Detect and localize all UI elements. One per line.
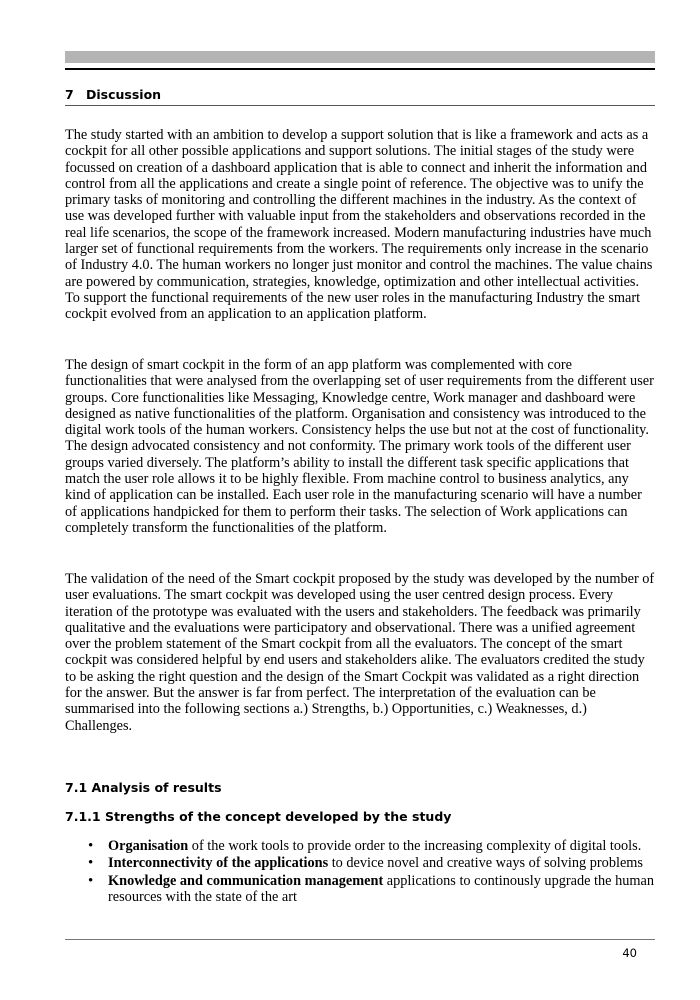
- paragraph-line: The design advocated consistency and not conformity. The primary work tools of the different user: [65, 438, 631, 455]
- list-item-text: to device novel and creative ways of solving problems: [328, 855, 643, 872]
- paragraph-line: digital work tools of the human workers. Consistency helps the use but not at the cost of functionality.: [65, 422, 649, 439]
- paragraph-line: use was developed further with valuable input from the stakeholders and observations recorded in the: [65, 208, 646, 225]
- list-item-text: of the work tools to provide order to the increasing complexity of digital tools.: [188, 838, 642, 854]
- list-item-term: Interconnectivity of the applications: [108, 855, 329, 872]
- paragraph-line: groups. Core functionalities like Messaging, Knowledge centre, Work manager and dashboard were: [65, 389, 636, 406]
- paragraph-line: completely transform the functionalities of the platform.: [65, 519, 387, 536]
- paragraph-line: are powered by communication, strategies, knowledge, optimization and other intellectual activities.: [65, 273, 640, 290]
- paragraph-1: [65, 127, 665, 323]
- paragraph-line: Challenges.: [65, 717, 133, 734]
- paragraph-line: focussed on creation of a dashboard application that is able to connect and inherit the information and: [65, 159, 648, 176]
- paragraph-line: functionalities that were analysed from the overlapping set of user requirements from the different user: [65, 373, 654, 390]
- list-item: [88, 873, 668, 906]
- strengths-list: [88, 838, 668, 906]
- header-band: [65, 51, 655, 63]
- paragraph-line: larger set of functional requirements from the workers. The requirements only increase in the scenario: [65, 241, 649, 258]
- paragraph-line: for the answer. But the answer is far from perfect. The interpretation of the evaluation can be: [65, 685, 596, 702]
- paragraph-line: iteration of the prototype was evaluated with the users and stakeholders. The feedback was primarily: [65, 603, 641, 620]
- section-heading: [65, 87, 161, 102]
- paragraph-line: over the problem statement of the Smart cockpit from all the evaluators. The concept of the smart: [65, 636, 623, 653]
- paragraph-line: cockpit evolved from an application to an application platform.: [65, 306, 427, 323]
- paragraph-line: The study started with an ambition to develop a support solution that is like a framework and acts as a: [65, 127, 649, 143]
- paragraph-line: qualitative and the evaluations were participatory and observational. There was a unified agreement: [65, 619, 636, 636]
- header-rule: [65, 68, 655, 70]
- section-heading-rule: [65, 105, 655, 106]
- paragraph-line: of Industry 4.0. The human workers no longer just monitor and control the machines. The value chains: [65, 257, 653, 274]
- subsection-heading: 7.1 Analysis of results: [65, 780, 222, 795]
- paragraph-line: summarised into the following sections a.) Strengths, b.) Opportunities, c.) Weaknesses, d.): [65, 701, 587, 718]
- paragraph-line: user evaluations. The smart cockpit was developed using the user centred design process. Every: [65, 587, 614, 604]
- paragraph-line: designed as native functionalities of the platform. Organisation and consistency was introduced to the: [65, 405, 646, 422]
- paragraph-line: real life scenarios, the scope of the framework increased. Modern manufacturing industries have much: [65, 224, 652, 241]
- list-item: [88, 855, 668, 871]
- subsubsection-heading: 7.1.1 Strengths of the concept developed by the study: [65, 809, 452, 824]
- paragraph-line: groups varied diversely. The platform’s ability to install the different task specific applications that: [65, 454, 629, 471]
- paragraph-line: match the user role allows it to be highly flexible. From machine control to business analytics, any: [65, 471, 629, 488]
- paragraph-line: to be asking the right question and the design of the Smart Cockpit was validated as a right direction: [65, 668, 640, 685]
- paragraph-3: [65, 571, 665, 734]
- paragraph-line: kind of application can be installed. Each user role in the manufacturing scenario will have a number: [65, 487, 642, 504]
- section-title: Discussion: [86, 87, 162, 102]
- paragraph-line: cockpit for all other possible applications and support solutions. The initial stages of the study were: [65, 143, 635, 160]
- list-item-term: Organisation: [108, 838, 189, 854]
- paragraph-2: [65, 357, 665, 536]
- footer-rule: [65, 939, 655, 940]
- paragraph-line: primary tasks of monitoring and controlling the different machines in the industry. As the context of: [65, 192, 637, 209]
- paragraph-line: cockpit was considered helpful by end users and stakeholders alike. The evaluators credited the study: [65, 652, 645, 669]
- paragraph-line: To support the functional requirements of the new user roles in the manufacturing Industry the smart: [65, 289, 641, 306]
- section-number: 7: [65, 87, 74, 102]
- list-item-term: Knowledge and communication management: [108, 872, 384, 889]
- list-item-text: applications to continously upgrade the human resources with the state of the art: [108, 872, 655, 905]
- page-number: 40: [622, 946, 637, 960]
- paragraph-line: of applications handpicked for them to perform their tasks. The selection of Work applications can: [65, 503, 628, 520]
- paragraph-line: The validation of the need of the Smart cockpit proposed by the study was developed by the number of: [65, 571, 655, 587]
- paragraph-line: control from all the applications and create a single point of reference. The objective was to unify the: [65, 175, 644, 192]
- list-item: [88, 838, 668, 854]
- paragraph-line: The design of smart cockpit in the form of an app platform was complemented with core: [65, 357, 572, 373]
